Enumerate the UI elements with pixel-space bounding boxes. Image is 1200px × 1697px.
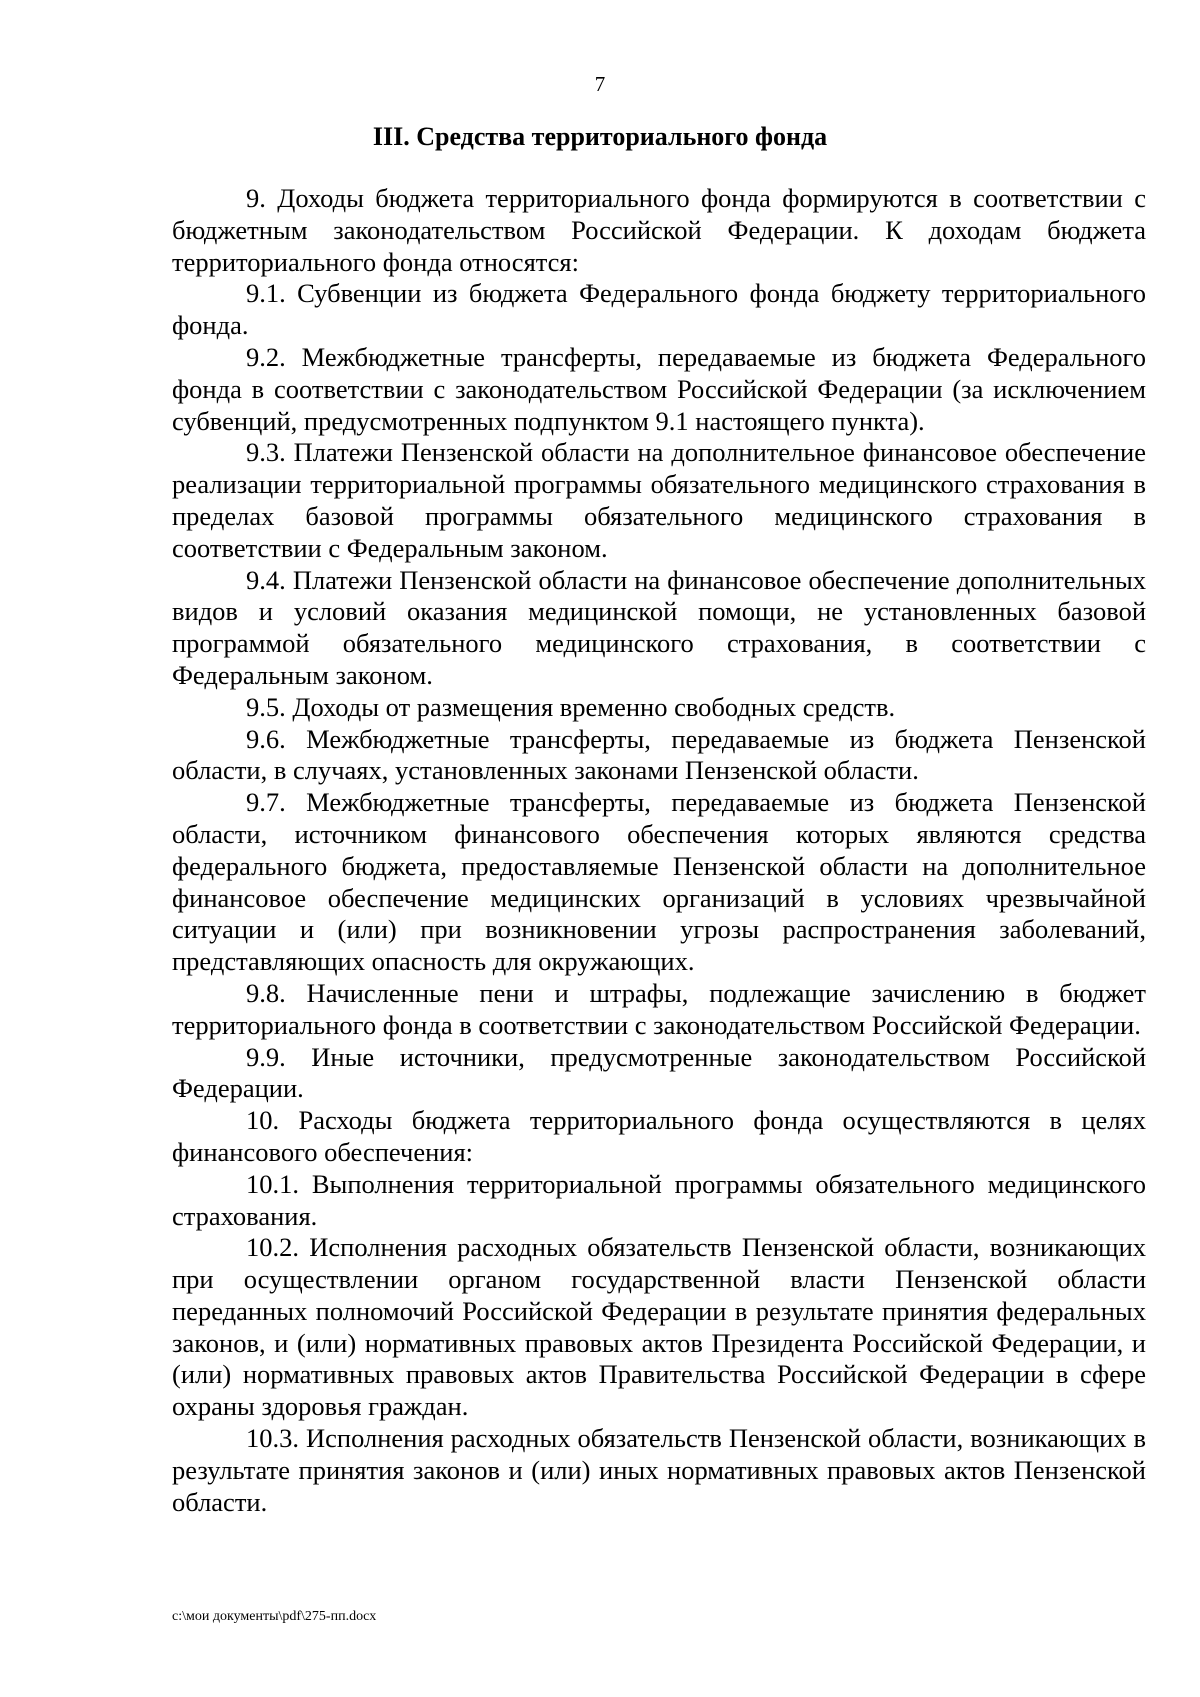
paragraph-9-7: 9.7. Межбюджетные трансферты, передаваемые из бюджета Пензенской области, источником финансового обеспечения которых являются средства федерального бюджета, предоставляемые Пензенской области на дополнительное финансовое обеспечение медицинских организаций в условиях чрезвычайной ситуации и (или) при возникновении угрозы распространения заболеваний, представляющих опасность для окружающих. — [172, 787, 1146, 977]
paragraph-9-9: 9.9. Иные источники, предусмотренные законодательством Российской Федерации. — [172, 1041, 1146, 1104]
paragraph-10-1: 10.1. Выполнения территориальной программы обязательного медицинского страхования. — [172, 1168, 1146, 1231]
section-heading: III. Средства территориального фонда — [372, 122, 828, 151]
document-body — [172, 183, 1146, 1518]
paragraph-10-2: 10.2. Исполнения расходных обязательств Пензенской области, возникающих при осуществлении органом государственной власти Пензенской области переданных полномочий Российской Федерации в результате принятия федеральных законов, и (или) нормативных правовых актов Президента Российской Федерации, и (или) нормативных правовых актов Правительства Российской Федерации в сфере охраны здоровья граждан. — [172, 1232, 1146, 1422]
page-number: 7 — [594, 72, 606, 96]
paragraph-10-3: 10.3. Исполнения расходных обязательств Пензенской области, возникающих в результате принятия законов и (или) иных нормативных правовых актов Пензенской области. — [172, 1423, 1146, 1517]
paragraph-9-1: 9.1. Субвенции из бюджета Федерального фонда бюджету территориального фонда. — [172, 278, 1146, 341]
paragraph-9-5: 9.5. Доходы от размещения временно свободных средств. — [246, 691, 896, 722]
paragraph-9: 9. Доходы бюджета территориального фонда формируются в соответствии с бюджетным законодательством Российской Федерации. К доходам бюджета территориального фонда относятся: — [172, 183, 1146, 277]
paragraph-9-3: 9.3. Платежи Пензенской области на дополнительное финансовое обеспечение реализации территориальной программы обязательного медицинского страхования в пределах базовой программы обязательного медицинского страхования в соответствии с Федеральным законом. — [172, 437, 1146, 563]
file-path-footer: c:\мои документы\pdf\275-пп.docx — [172, 1609, 377, 1624]
paragraph-9-2: 9.2. Межбюджетные трансферты, передаваемые из бюджета Федерального фонда в соответствии с законодательством Российской Федерации (за исключением субвенций, предусмотренных подпунктом 9.1 настоящего пункта). — [172, 341, 1146, 436]
paragraph-9-4: 9.4. Платежи Пензенской области на финансовое обеспечение дополнительных видов и условий оказания медицинской помощи, не установленных базовой программой обязательного медицинского страхования, в соответствии с Федеральным законом. — [172, 564, 1146, 690]
paragraph-9-8: 9.8. Начисленные пени и штрафы, подлежащие зачислению в бюджет территориального фонда в соответствии с законодательством Российской Федерации. — [172, 977, 1146, 1040]
paragraph-10: 10. Расходы бюджета территориального фонда осуществляются в целях финансового обеспечения: — [172, 1105, 1146, 1167]
paragraph-9-6: 9.6. Межбюджетные трансферты, передаваемые из бюджета Пензенской области, в случаях, установленных законами Пензенской области. — [172, 723, 1146, 786]
